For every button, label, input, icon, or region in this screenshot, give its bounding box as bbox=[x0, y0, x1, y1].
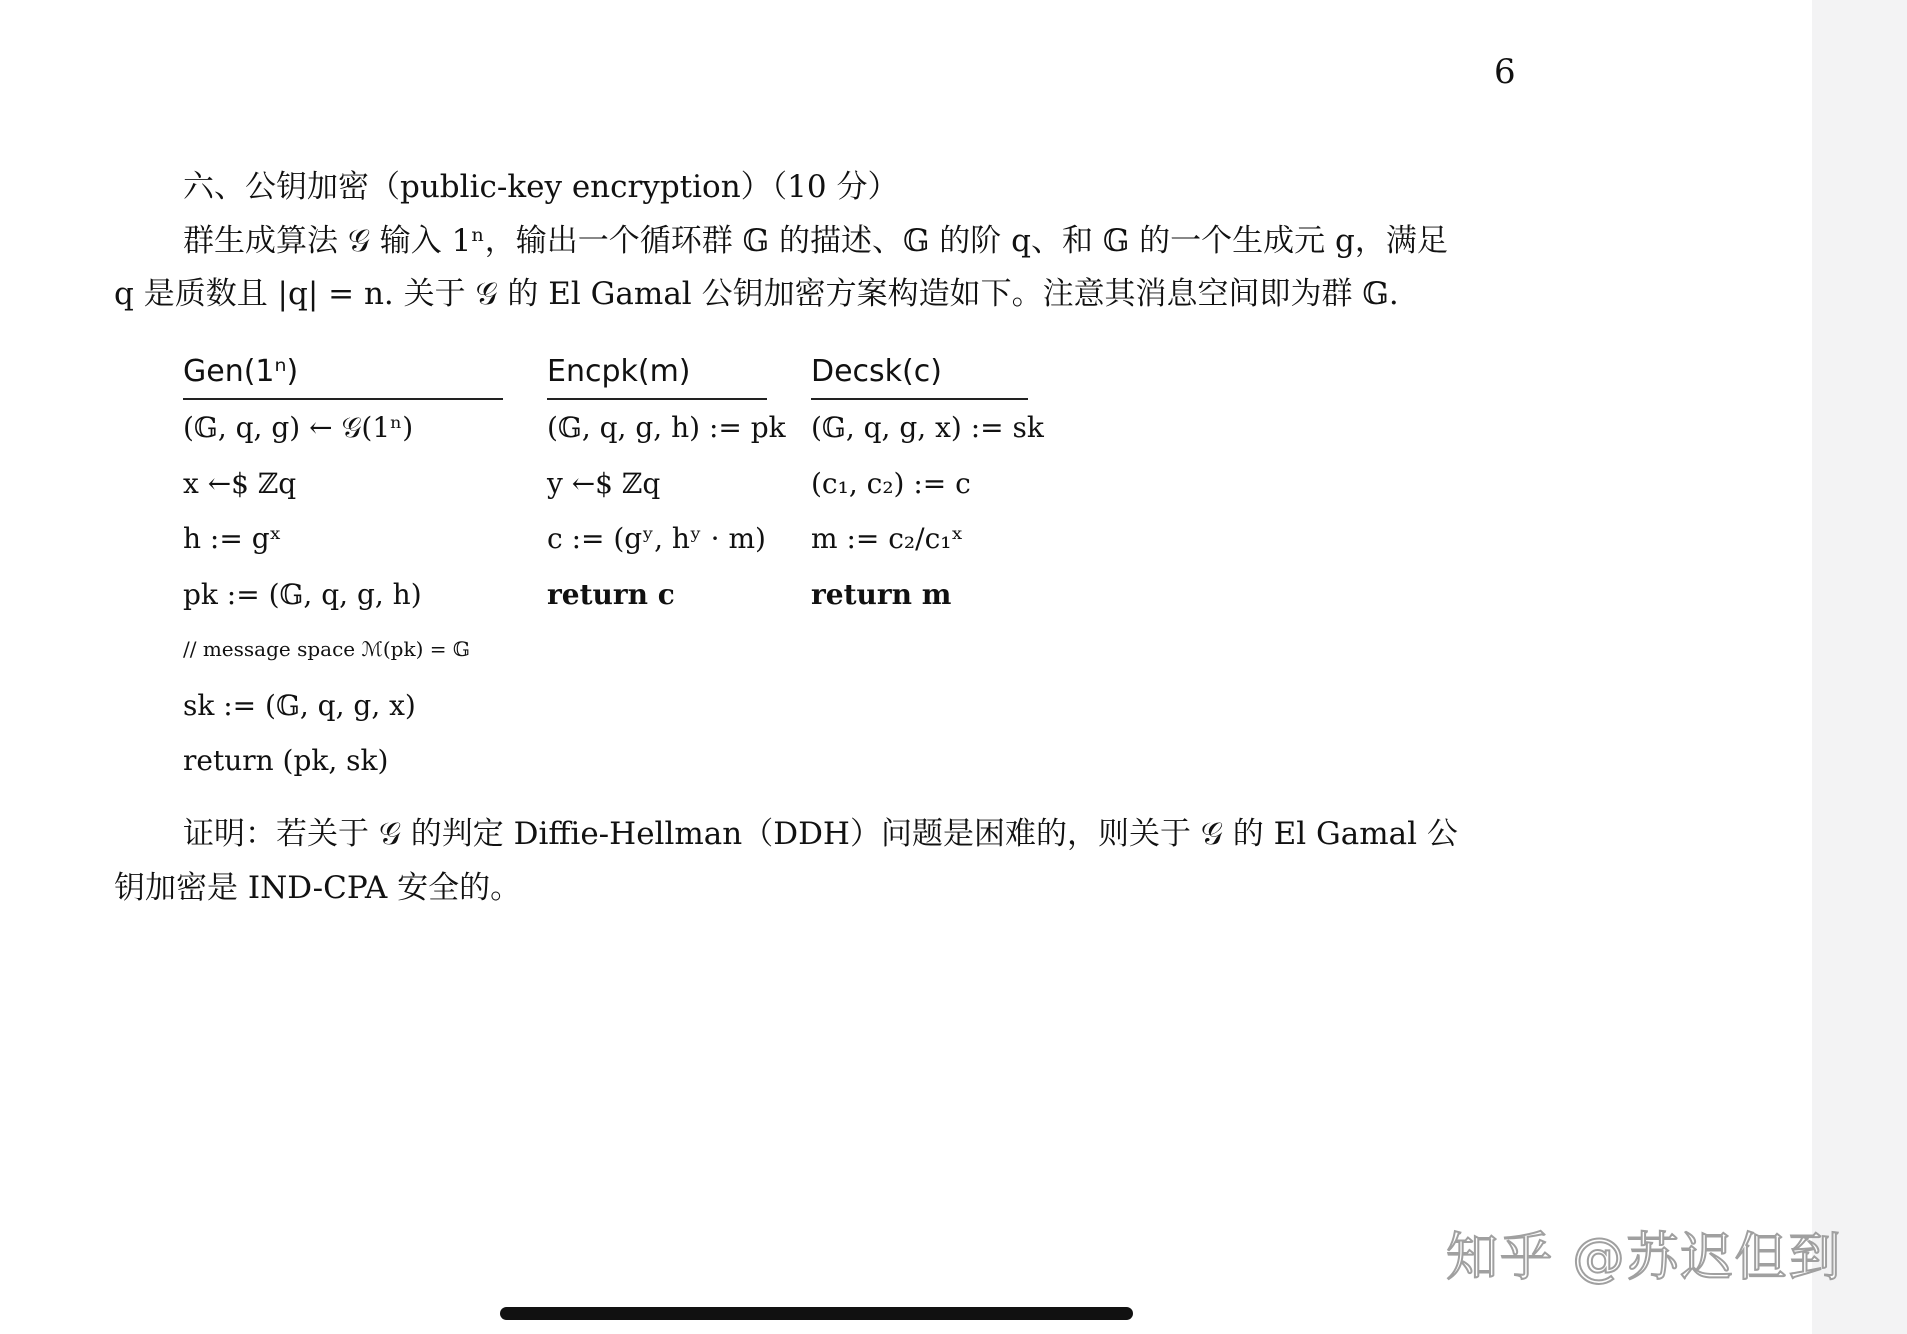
dec-return: return m bbox=[811, 577, 952, 611]
enc-line: y ←$ ℤq bbox=[547, 466, 661, 500]
gen-line: pk := (𝔾, q, g, h) bbox=[183, 577, 422, 611]
intro-line-2: q 是质数且 |q| = n. 关于 𝒢 的 El Gamal 公钥加密方案构造如下。注意其消息空间即为群 𝔾. bbox=[114, 276, 1399, 312]
gen-title: Gen(1ⁿ) bbox=[183, 346, 503, 400]
page-number: 6 bbox=[1494, 52, 1516, 92]
section-heading: 六、公钥加密（public-key encryption）（10 分） bbox=[183, 169, 899, 205]
proof-line-1: 证明：若关于 𝒢 的判定 Diffie-Hellman（DDH）问题是困难的，则关于 𝒢 的 El Gamal 公 bbox=[183, 816, 1458, 852]
home-indicator-bar[interactable] bbox=[500, 1307, 1133, 1320]
gen-return: return (pk, sk) bbox=[183, 744, 389, 777]
zhihu-watermark: 知乎 @苏迟但到 bbox=[1446, 1228, 1843, 1288]
right-margin-strip bbox=[1812, 0, 1907, 1334]
dec-line: (𝔾, q, g, x) := sk bbox=[811, 411, 1044, 444]
gen-line: sk := (𝔾, q, g, x) bbox=[183, 688, 416, 722]
dec-line: m := c₂/c₁ˣ bbox=[811, 522, 964, 555]
enc-title: Encpk(m) bbox=[547, 346, 767, 400]
gen-comment: // message space ℳ(pk) = 𝔾 bbox=[183, 637, 470, 661]
gen-line: h := gˣ bbox=[183, 522, 282, 555]
gen-line: x ←$ ℤq bbox=[183, 466, 297, 500]
gen-algorithm bbox=[183, 346, 503, 789]
enc-line: c := (gʸ, hʸ · m) bbox=[547, 522, 766, 555]
enc-line: (𝔾, q, g, h) := pk bbox=[547, 411, 786, 444]
proof-line-2: 钥加密是 IND-CPA 安全的。 bbox=[114, 870, 522, 906]
enc-algorithm bbox=[547, 346, 786, 622]
gen-line: (𝔾, q, g) ← 𝒢(1ⁿ) bbox=[183, 411, 414, 444]
dec-algorithm bbox=[811, 346, 1044, 622]
dec-line: (c₁, c₂) := c bbox=[811, 466, 971, 500]
enc-return: return c bbox=[547, 577, 675, 611]
intro-line-1: 群生成算法 𝒢 输入 1ⁿ，输出一个循环群 𝔾 的描述、𝔾 的阶 q、和 𝔾 的一个生成元 g，满足 bbox=[183, 223, 1448, 259]
dec-title: Decsk(c) bbox=[811, 346, 1028, 400]
